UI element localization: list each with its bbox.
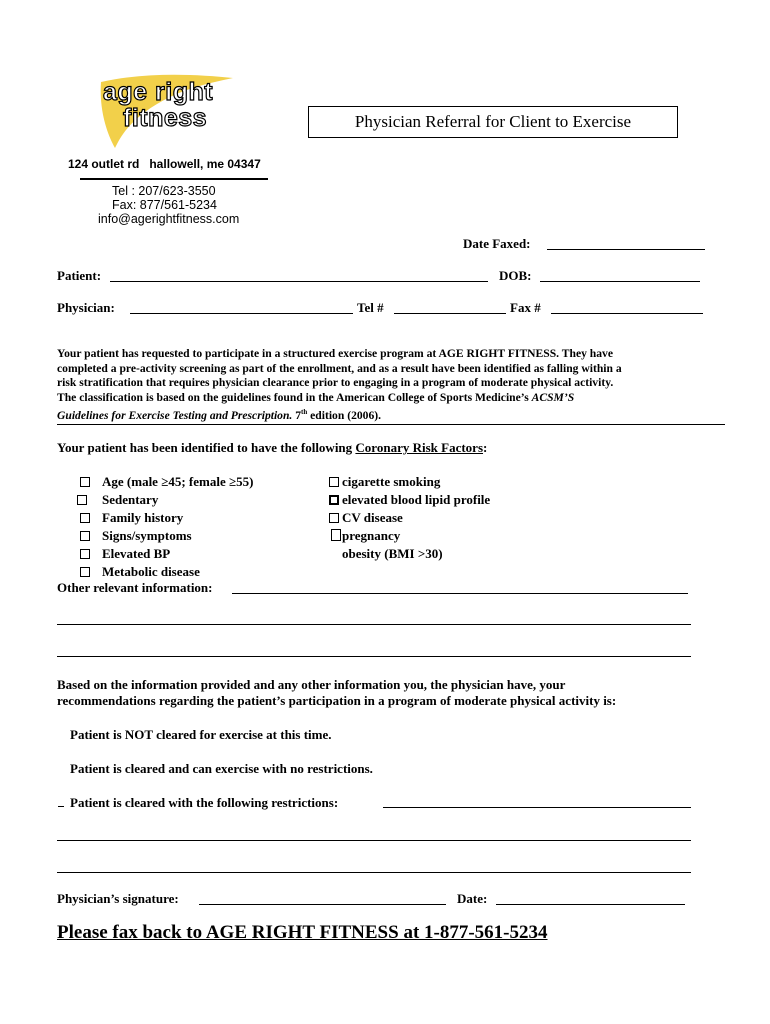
other-info-field-1[interactable] bbox=[232, 593, 688, 594]
recommendation-line-2: recommendations regarding the patient’s participation in a program of moderate physical activity is: bbox=[57, 693, 617, 708]
other-info-field-2[interactable] bbox=[57, 624, 691, 625]
logo-text-line2: fitness bbox=[123, 104, 208, 132]
not-cleared-option[interactable]: Patient is NOT cleared for exercise at this time. bbox=[70, 727, 332, 742]
date-faxed-field[interactable] bbox=[547, 249, 705, 250]
risk-heading bbox=[57, 440, 487, 456]
risk-blood-lipid-label: elevated blood lipid profile bbox=[342, 492, 491, 507]
risk-heading-prefix: Your patient has been identified to have the following bbox=[57, 440, 356, 455]
physician-tel-label: Tel # bbox=[357, 300, 384, 315]
dob-field[interactable] bbox=[540, 281, 700, 282]
fax-back-instruction: Please fax back to AGE RIGHT FITNESS at 1-877-561-5234 bbox=[57, 922, 548, 943]
date-faxed-label: Date Faxed: bbox=[463, 236, 531, 251]
physician-fax-label: Fax # bbox=[510, 300, 541, 315]
risk-age-label: Age (male ≥45; female ≥55) bbox=[102, 474, 254, 489]
restrictions-option[interactable]: Patient is cleared with the following restrictions: bbox=[70, 795, 339, 810]
intro-paragraph bbox=[57, 347, 737, 424]
risk-elevated-bp-label: Elevated BP bbox=[102, 546, 171, 561]
checkbox-sedentary[interactable] bbox=[77, 495, 87, 505]
other-info-label: Other relevant information: bbox=[57, 580, 213, 595]
intro-guidelines-title: Guidelines for Exercise Testing and Prescription. bbox=[57, 409, 293, 423]
restrictions-field-1[interactable] bbox=[383, 807, 691, 808]
risk-cigarette-smoking-label: cigarette smoking bbox=[342, 474, 441, 489]
risk-family-history-label: Family history bbox=[102, 510, 184, 525]
intro-line-1: Your patient has requested to participate in a structured exercise program at AGE RIGHT FITNESS. They have bbox=[57, 347, 613, 360]
risk-cv-disease-label: CV disease bbox=[342, 510, 403, 525]
risk-heading-link: Coronary Risk Factors bbox=[355, 440, 484, 455]
physician-field[interactable] bbox=[130, 313, 353, 314]
intro-line-3: risk stratification that requires physician clearance prior to engaging in a program of moderate physical activity. bbox=[57, 376, 614, 390]
address: 124 outlet rd hallowell, me 04347 bbox=[68, 157, 261, 171]
restrictions-field-3[interactable] bbox=[57, 872, 691, 873]
risk-pregnancy-label: pregnancy bbox=[342, 528, 401, 543]
form-title: Physician Referral for Client to Exercise bbox=[354, 112, 632, 131]
risk-heading-suffix: : bbox=[483, 440, 488, 455]
checkbox-signs-symptoms[interactable] bbox=[80, 531, 90, 541]
header-rule bbox=[80, 178, 268, 180]
checkbox-elevated-bp[interactable] bbox=[80, 549, 90, 559]
physician-tel-field[interactable] bbox=[394, 313, 506, 314]
intro-line-2: completed a pre-activity screening as part of the enrollment, and as a result have been identified as falling within a bbox=[57, 361, 622, 375]
signature-label: Physician’s signature: bbox=[57, 891, 179, 906]
recommendation-line-1: Based on the information provided and any other information you, the physician have, your bbox=[57, 677, 566, 692]
signature-field[interactable] bbox=[199, 904, 446, 905]
patient-label: Patient: bbox=[57, 268, 102, 283]
intro-line-5 bbox=[57, 405, 737, 423]
signature-date-label: Date: bbox=[457, 891, 488, 906]
checkbox-cv-disease[interactable] bbox=[329, 513, 339, 523]
intro-line-4-text: The classification is based on the guidelines found in the American College of Sports Medicine’s bbox=[57, 390, 532, 404]
checkbox-pregnancy[interactable] bbox=[331, 529, 341, 541]
contact-tel: Tel : 207/623-3550 bbox=[112, 184, 216, 198]
other-info-field-3[interactable] bbox=[57, 656, 691, 657]
checkbox-age[interactable] bbox=[80, 477, 90, 487]
form-title-box bbox=[308, 106, 678, 138]
cleared-option[interactable]: Patient is cleared and can exercise with no restrictions. bbox=[70, 761, 373, 776]
intro-edition-rest: edition (2006). bbox=[307, 409, 382, 423]
checkbox-cigarette-smoking[interactable] bbox=[329, 477, 339, 487]
physician-label: Physician: bbox=[57, 300, 115, 315]
checkbox-family-history[interactable] bbox=[80, 513, 90, 523]
risk-obesity-label: obesity (BMI >30) bbox=[342, 546, 443, 561]
signature-date-field[interactable] bbox=[496, 904, 685, 905]
checkbox-metabolic-disease[interactable] bbox=[80, 567, 90, 577]
logo bbox=[85, 72, 245, 152]
restrictions-option-mark[interactable] bbox=[58, 806, 64, 807]
logo-text-line1: age right bbox=[103, 78, 214, 106]
intro-edition: 7 bbox=[292, 409, 302, 423]
restrictions-field-2[interactable] bbox=[57, 840, 691, 841]
contact-email: info@agerightfitness.com bbox=[98, 212, 240, 226]
risk-metabolic-disease-label: Metabolic disease bbox=[102, 564, 200, 579]
risk-sedentary-label: Sedentary bbox=[102, 492, 159, 507]
checkbox-blood-lipid[interactable] bbox=[329, 495, 339, 505]
intro-line-4 bbox=[57, 391, 737, 406]
intro-edition-sup: th bbox=[301, 408, 308, 417]
physician-fax-field[interactable] bbox=[551, 313, 703, 314]
contact-fax: Fax: 877/561-5234 bbox=[112, 198, 217, 212]
patient-field[interactable] bbox=[110, 281, 488, 282]
intro-acsm: ACSM’S bbox=[531, 390, 575, 404]
section-divider bbox=[57, 424, 725, 425]
risk-signs-symptoms-label: Signs/symptoms bbox=[102, 528, 192, 543]
dob-label: DOB: bbox=[499, 268, 532, 283]
